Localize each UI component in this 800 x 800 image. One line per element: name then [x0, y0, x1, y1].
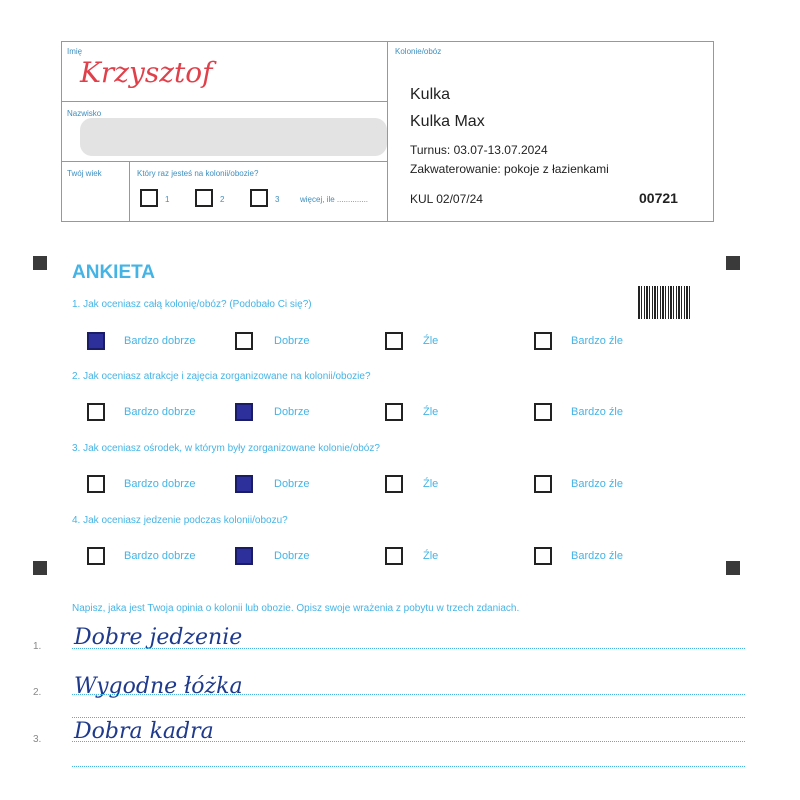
wiecej-label: więcej, ile ..............: [300, 195, 369, 204]
form-number: 00721: [639, 190, 678, 206]
opinion-line-extra: [72, 766, 745, 767]
q1-option-label: Bardzo dobrze: [124, 335, 196, 347]
q2-option-label: Bardzo dobrze: [124, 406, 196, 418]
wiek-label: Twój wiek: [67, 169, 102, 178]
form-code: KUL 02/07/24: [410, 192, 483, 206]
opinion-line-number: 2.: [33, 687, 42, 698]
opinion-line-1: [72, 648, 745, 649]
q1-option-label: Bardzo źle: [571, 335, 623, 347]
ktory-raz-label: Który raz jesteś na kolonii/obozie?: [137, 169, 259, 178]
opinion-line-3-text[interactable]: Dobra kadra: [74, 719, 214, 744]
opinion-line-number: 3.: [33, 734, 42, 745]
q1-option-bardzo-dobrze-checkbox[interactable]: [87, 332, 105, 350]
zakwaterowanie-text: Zakwaterowanie: pokoje z łazienkami: [410, 162, 609, 176]
question-2: 2. Jak oceniasz atrakcje i zajęcia zorganizowane na kolonii/obozie?: [72, 371, 371, 382]
q2-option-label: Źle: [423, 406, 439, 418]
q4-option-bardzo-dobrze-checkbox[interactable]: [87, 547, 105, 565]
opinion-line-1-text[interactable]: Dobre jedzenie: [74, 625, 243, 650]
q4-option-label: Dobrze: [274, 550, 310, 562]
survey-title: ANKIETA: [72, 262, 156, 283]
visit-count-checkbox-3[interactable]: [250, 189, 268, 207]
registration-marker: [726, 561, 740, 575]
q4-option-label: Bardzo źle: [571, 550, 623, 562]
opinion-line-2: [72, 694, 745, 695]
q3-option-label: Bardzo dobrze: [124, 478, 196, 490]
kolonie-label: Kolonie/obóz: [395, 47, 442, 56]
age-divider: [129, 161, 130, 222]
visit-count-label-1: 1: [165, 195, 170, 204]
header-row-divider: [61, 161, 387, 162]
q4-option-label: Źle: [423, 550, 439, 562]
q3-option-label: Dobrze: [274, 478, 310, 490]
visit-count-checkbox-2[interactable]: [195, 189, 213, 207]
registration-marker: [33, 256, 47, 270]
opinion-prompt: Napisz, jaka jest Twoja opinia o kolonii lub obozie. Opisz swoje wrażenia z pobytu w trzech zdaniach.: [72, 603, 520, 614]
q3-option-label: Bardzo źle: [571, 478, 623, 490]
q2-option-bardzo-zle-checkbox[interactable]: [534, 403, 552, 421]
q2-option-bardzo-dobrze-checkbox[interactable]: [87, 403, 105, 421]
turnus-text: Turnus: 03.07-13.07.2024: [410, 143, 548, 157]
q3-option-dobrze-checkbox[interactable]: [235, 475, 253, 493]
q2-option-label: Bardzo źle: [571, 406, 623, 418]
nazwisko-redacted[interactable]: [80, 118, 387, 156]
q1-option-dobrze-checkbox[interactable]: [235, 332, 253, 350]
q1-option-zle-checkbox[interactable]: [385, 332, 403, 350]
camp-subname: Kulka Max: [410, 113, 485, 130]
question-4: 4. Jak oceniasz jedzenie podczas kolonii/obozu?: [72, 515, 288, 526]
opinion-line-3: [72, 741, 745, 742]
header-divider: [387, 41, 388, 222]
q4-option-bardzo-zle-checkbox[interactable]: [534, 547, 552, 565]
visit-count-label-3: 3: [275, 195, 280, 204]
barcode: [638, 286, 692, 319]
q1-option-label: Źle: [423, 335, 439, 347]
registration-marker: [726, 256, 740, 270]
nazwisko-label: Nazwisko: [67, 109, 102, 118]
q4-option-zle-checkbox[interactable]: [385, 547, 403, 565]
camp-name: Kulka: [410, 86, 451, 103]
question-1: 1. Jak oceniasz całą kolonię/obóz? (Podobało Ci się?): [72, 299, 312, 310]
q3-option-label: Źle: [423, 478, 439, 490]
visit-count-checkbox-1[interactable]: [140, 189, 158, 207]
q4-option-label: Bardzo dobrze: [124, 550, 196, 562]
question-3: 3. Jak oceniasz ośrodek, w którym były zorganizowane kolonie/obóz?: [72, 443, 380, 454]
q1-option-bardzo-zle-checkbox[interactable]: [534, 332, 552, 350]
q2-option-dobrze-checkbox[interactable]: [235, 403, 253, 421]
q3-option-zle-checkbox[interactable]: [385, 475, 403, 493]
visit-count-label-2: 2: [220, 195, 225, 204]
registration-marker: [33, 561, 47, 575]
q2-option-zle-checkbox[interactable]: [385, 403, 403, 421]
q2-option-label: Dobrze: [274, 406, 310, 418]
header-row-divider: [61, 101, 387, 102]
opinion-line-extra: [72, 717, 745, 718]
q1-option-label: Dobrze: [274, 335, 310, 347]
q3-option-bardzo-dobrze-checkbox[interactable]: [87, 475, 105, 493]
q3-option-bardzo-zle-checkbox[interactable]: [534, 475, 552, 493]
opinion-line-number: 1.: [33, 641, 42, 652]
imie-value[interactable]: Krzysztof: [80, 56, 213, 89]
q4-option-dobrze-checkbox[interactable]: [235, 547, 253, 565]
opinion-line-2-text[interactable]: Wygodne łóżka: [74, 674, 243, 699]
imie-label: Imię: [67, 47, 83, 56]
